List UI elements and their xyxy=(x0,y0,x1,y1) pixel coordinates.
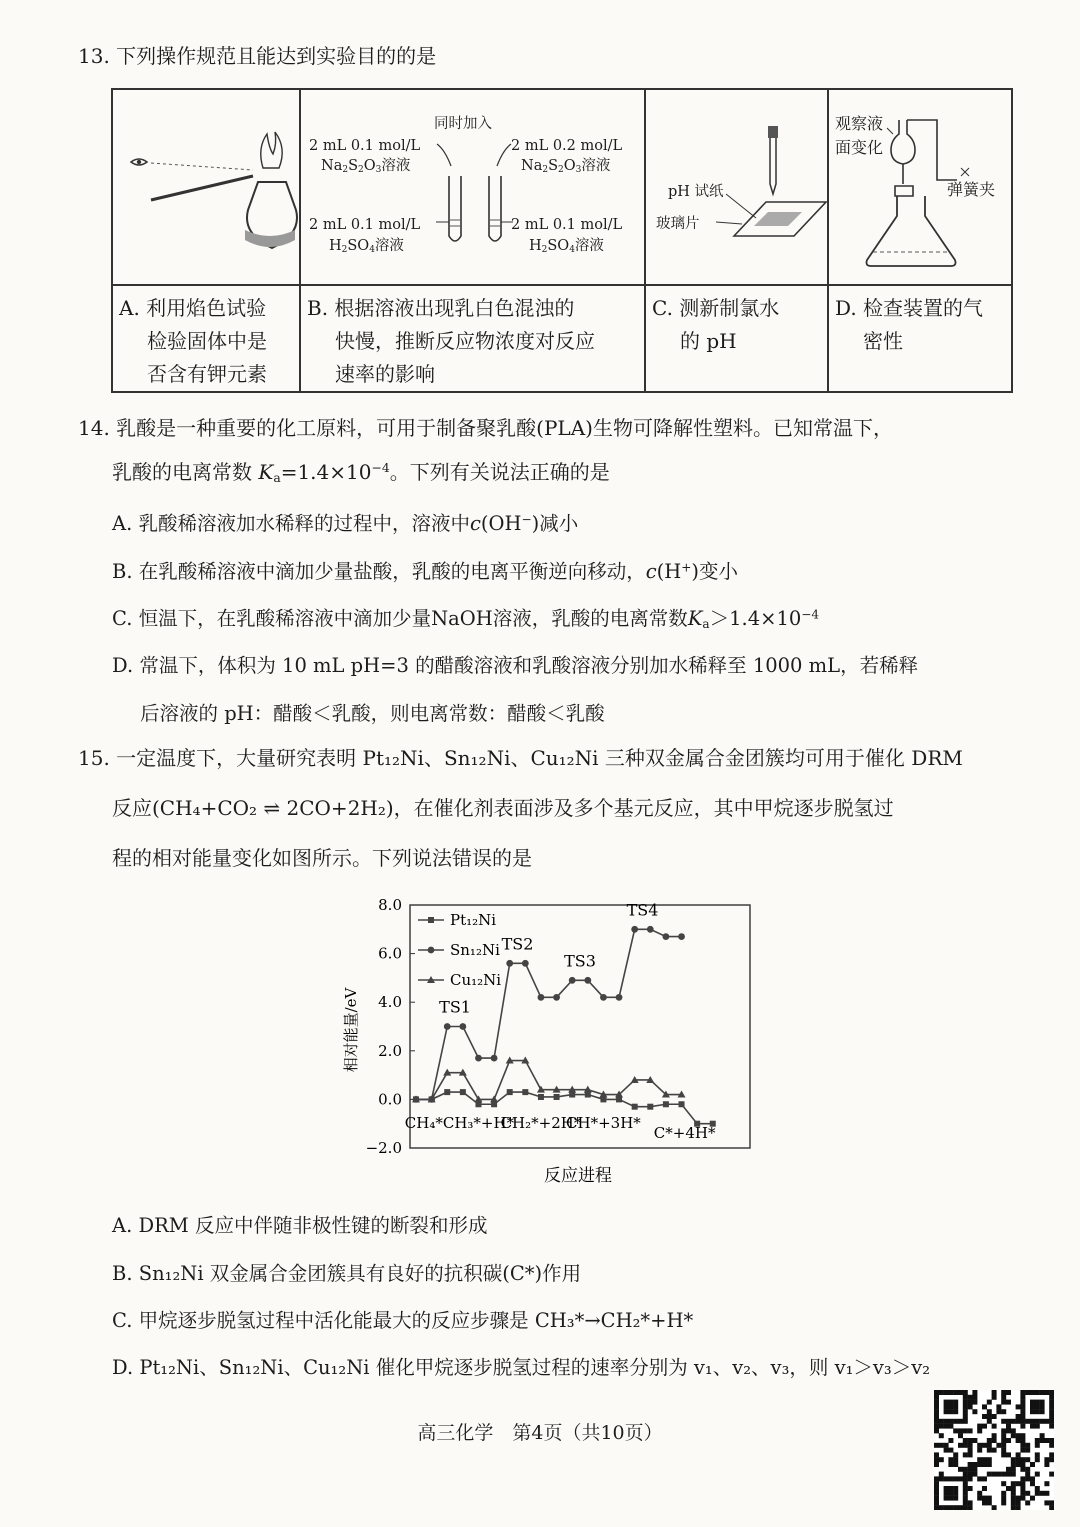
legend-label-2: Cu₁₂Ni xyxy=(450,971,502,989)
ts-annotation: TS1 xyxy=(439,997,471,1017)
q14-option-b: B. 在乳酸稀溶液中滴加少量盐酸，乳酸的电离平衡逆向移动，c(H+)变小 xyxy=(112,560,739,583)
ph-test-illustration xyxy=(646,90,829,284)
series-point-1 xyxy=(569,977,576,984)
separatory-funnel xyxy=(891,120,915,164)
q15-line3: 程的相对能量变化如图所示。下列说法错误的是 xyxy=(112,846,532,870)
legend-label-0: Pt₁₂Ni xyxy=(450,911,497,929)
series-line-2 xyxy=(416,1061,682,1100)
series-point-0 xyxy=(522,1089,528,1095)
y-tick-label: 6.0 xyxy=(378,944,402,963)
q15-line1: 15. 一定温度下，大量研究表明 Pt₁₂Ni、Sn₁₂Ni、Cu₁₂Ni 三种双金属合金团簇均可用于催化 DRM xyxy=(78,746,963,770)
caption-d: D. 检查装置的气 密性 xyxy=(828,285,1012,392)
series-point-0 xyxy=(663,1101,669,1107)
y-tick-label: 2.0 xyxy=(378,1041,402,1060)
q14-line1: 14. 乳酸是一种重要的化工原料，可用于制备聚乳酸(PLA)生物可降解性塑料。已知常温下， xyxy=(78,416,893,440)
test-tube-left xyxy=(449,176,461,241)
series-point-0 xyxy=(679,1101,685,1107)
conical-flask xyxy=(867,196,956,266)
series-point-1 xyxy=(491,1055,498,1062)
series-point-1 xyxy=(522,960,529,967)
chart-plot-area xyxy=(366,896,750,1157)
series-point-0 xyxy=(444,1089,450,1095)
cell-c-image: pH 试纸 玻璃片 xyxy=(645,89,828,285)
q14-line2: 乳酸的电离常数 $K_a=1.4\times 10^{-4}$。下列有关说法正确的是 xyxy=(112,460,610,486)
series-point-1 xyxy=(444,1023,451,1030)
q14-option-d-line2: 后溶液的 pH：醋酸＜乳酸，则电离常数：醋酸＜乳酸 xyxy=(140,702,605,725)
q15-option-a: A. DRM 反应中伴随非极性键的断裂和形成 xyxy=(112,1214,488,1237)
series-point-1 xyxy=(647,926,654,933)
caption-b: B. 根据溶液出现乳白色混浊的 快慢，推断反应物浓度对反应 速率的影响 xyxy=(300,285,645,392)
stage-label: CH₄* xyxy=(404,1114,443,1132)
page-footer: 高三化学 第4页（共10页） xyxy=(417,1422,663,1444)
series-point-1 xyxy=(663,933,670,940)
flame-icon xyxy=(261,132,282,168)
y-tick-label: 0.0 xyxy=(378,1090,402,1109)
y-tick-label: 8.0 xyxy=(378,896,402,914)
energy-chart xyxy=(330,890,760,1195)
series-point-1 xyxy=(631,926,638,933)
series-point-0 xyxy=(460,1089,466,1095)
series-point-1 xyxy=(475,1055,482,1062)
q15-option-d: D. Pt₁₂Ni、Sn₁₂Ni、Cu₁₂Ni 催化甲烷逐步脱氢过程的速率分别为 v₁、v₂、v₃，则 v₁＞v₃＞v₂ xyxy=(112,1356,931,1379)
series-point-0 xyxy=(538,1094,544,1100)
q13-table xyxy=(111,88,1013,393)
dropper xyxy=(770,136,776,194)
series-point-1 xyxy=(600,994,607,1001)
flame-test-illustration xyxy=(113,90,301,284)
qr-code-icon xyxy=(934,1390,1054,1510)
ts-annotation: TS3 xyxy=(564,951,596,971)
caption-c: C. 测新制氯水 的 pH xyxy=(645,285,828,392)
series-point-0 xyxy=(632,1104,638,1110)
ts-annotation: TS2 xyxy=(501,934,534,954)
series-point-1 xyxy=(678,933,685,940)
series-point-1 xyxy=(506,960,513,967)
caption-a: A. 利用焰色试验 检验固体中是 否含有钾元素 xyxy=(112,285,300,392)
q15-option-b: B. Sn₁₂Ni 双金属合金团簇具有良好的抗积碳(C*)作用 xyxy=(112,1262,582,1285)
legend-label-1: Sn₁₂Ni xyxy=(450,941,500,959)
q13-stem: 13. 下列操作规范且能达到实验目的的是 xyxy=(78,44,437,68)
airtightness-illustration xyxy=(829,90,1013,284)
q14-option-c: C. 恒温下，在乳酸稀溶液中滴加少量NaOH溶液，乳酸的电离常数$K_a>1.4\times 10^{-4}$ xyxy=(112,607,820,632)
series-point-1 xyxy=(616,994,623,1001)
series-point-1 xyxy=(553,994,560,1001)
legend-marker-1 xyxy=(428,947,435,954)
stage-label: CH₂*+2H* xyxy=(500,1114,582,1132)
y-axis-label: 相对能量/eV xyxy=(342,987,360,1073)
stage-label: CH*+3H* xyxy=(566,1114,641,1132)
stage-label: CH₃*+H* xyxy=(442,1114,515,1132)
cell-a-image xyxy=(112,89,300,285)
test-tube-right xyxy=(489,176,501,241)
q14-option-a: A. 乳酸稀溶液加水稀释的过程中，溶液中c(OH−)减小 xyxy=(112,512,579,535)
x-axis-label: 反应进程 xyxy=(544,1166,612,1186)
y-tick-label: 4.0 xyxy=(378,993,402,1012)
series-point-1 xyxy=(538,994,545,1001)
stage-label: C*+4H* xyxy=(653,1124,716,1142)
y-tick-label: −2.0 xyxy=(365,1139,402,1157)
q15-line2: 反应(CH₄+CO₂ ⇌ 2CO+2H₂)，在催化剂表面涉及多个基元反应，其中甲烷逐步脱氢过 xyxy=(112,796,894,820)
ts-annotation: TS4 xyxy=(626,900,659,920)
cell-b-image: 同时加入 2 mL 0.1 mol/L $Na_2S_2O_3$溶液 2 mL 0.2 mol/L $Na_2S_2O_3$溶液 2 mL 0.1 mol/L $H_2SO_4$溶液 2 mL 0.1 mol/L $H_2SO_4$溶液 xyxy=(300,89,645,285)
series-point-1 xyxy=(584,977,591,984)
series-point-0 xyxy=(554,1094,560,1100)
legend-marker-0 xyxy=(428,917,434,923)
series-point-1 xyxy=(459,1023,466,1030)
q15-option-c: C. 甲烷逐步脱氢过程中活化能最大的反应步骤是 CH₃*→CH₂*+H* xyxy=(112,1309,694,1332)
series-point-0 xyxy=(507,1089,513,1095)
series-point-0 xyxy=(647,1104,653,1110)
cell-d-image: 观察液 面变化 弹簧夹 xyxy=(828,89,1012,285)
test-tubes-illustration xyxy=(301,90,646,284)
q14-option-d-line1: D. 常温下，体积为 10 mL pH=3 的醋酸溶液和乳酸溶液分别加水稀释至 1000 mL，若稀释 xyxy=(112,654,919,677)
